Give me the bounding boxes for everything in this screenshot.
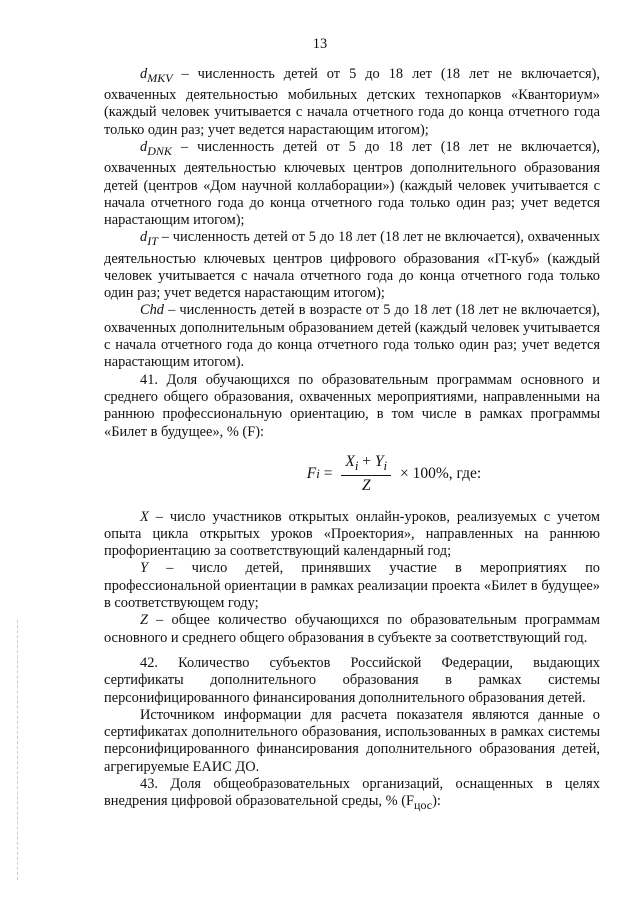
variable-text: – общее количество обучающихся по образовательным программам основного и среднего общего образования в субъекте за соответствующий год.: [104, 612, 600, 646]
definition-text: – численность детей от 5 до 18 лет (18 лет не включается), охваченных деятельностью ключевых центров дополнительного образования детей (центров «Дом научной коллаборации») (каждый человек учитывается с начала отчетного года до конца отчетного года только один раз; учет ведется нарастающим итогом);: [104, 139, 600, 229]
item-42-source: Источником информации для расчета показателя являются данные о сертификатах дополнительного образования, использованных в рамках системы персонифицированного финансирования дополнительного образования детей, агрегируемые ЕАИС ДО.: [104, 706, 600, 775]
symbol: d: [140, 139, 148, 156]
definition-chd: [104, 302, 600, 371]
symbol: Chd: [140, 302, 164, 319]
scan-margin-mark: [17, 620, 19, 880]
item-43-text: 43. Доля общеобразовательных организаций, оснащенных в целях внедрения цифровой образовательной среды, % (F: [104, 776, 600, 810]
definition-d-dnk: [104, 139, 600, 229]
numerator-y: Y: [374, 452, 384, 470]
definition-d-it: [104, 229, 600, 302]
variable-z: [104, 612, 600, 647]
item-43: [104, 776, 600, 814]
formula-equals: =: [319, 465, 337, 483]
formula-lhs: F: [306, 465, 317, 483]
definition-text: – численность детей от 5 до 18 лет (18 лет не включается), охваченных деятельностью ключевых центров цифрового образования «IT-куб» (каждый человек учитывается с начала отчетного года до конца отчетного года только один раз; учет ведется нарастающим итогом);: [104, 229, 600, 302]
numerator-plus: +: [358, 452, 375, 470]
symbol: d: [140, 66, 148, 82]
formula-f: [188, 453, 600, 495]
symbol-subscript: IT: [147, 234, 158, 249]
formula-fraction: [341, 453, 391, 495]
symbol-subscript: DNK: [147, 143, 172, 158]
numerator-x-sub: i: [354, 457, 359, 473]
variable-text: – число участников открытых онлайн-уроков, реализуемых с учетом опыта цикла открытых уроков «Проектория», направленных на раннюю профориентацию за соответствующий календарный год;: [104, 508, 600, 560]
symbol: X: [140, 508, 149, 525]
item-41: 41. Доля обучающихся по образовательным программам основного и среднего общего образования, охваченных мероприятиями, направленными на раннюю профессиональную ориентацию, в том числе в рамках программы «Билет в будущее», % (F):: [104, 371, 600, 440]
symbol: Y: [140, 560, 149, 577]
symbol: d: [140, 229, 148, 246]
variable-y: [104, 560, 600, 612]
page-content: [104, 63, 600, 814]
numerator-x: X: [345, 452, 355, 470]
page-number: 13: [312, 36, 328, 52]
definition-text: – численность детей в возрасте от 5 до 18 лет (18 лет не включается), охваченных дополнительным образованием детей (каждый человек учитывается с начала отчетного года до конца отчетного года только один раз; учет ведется нарастающим итогом).: [104, 302, 600, 371]
formula-denominator: Z: [361, 477, 371, 495]
definition-d-mkv: [104, 66, 600, 139]
definition-text: – численность детей от 5 до 18 лет (18 лет не включается), охваченных деятельностью мобильных детских технопарков «Кванториум» (каждый человек учитывается с начала отчетного года до конца отчетного года только один раз; учет ведется нарастающим итогом);: [104, 66, 600, 138]
formula-numerator: [341, 453, 391, 476]
item-43-tail: ):: [432, 793, 441, 810]
variable-x: [104, 509, 600, 561]
item-43-subscript: цос: [414, 798, 433, 813]
symbol: Z: [140, 612, 149, 629]
variable-text: – число детей, принявших участие в мероприятиях по профессиональной ориентации в рамках реализации проекта «Билет в будущее» в соответствующем году;: [104, 560, 600, 612]
formula-tail: × 100%, где:: [396, 465, 482, 483]
symbol-subscript: MKV: [147, 70, 173, 85]
formula-lhs-sub: i: [316, 466, 320, 482]
numerator-y-sub: i: [383, 457, 388, 473]
item-42: 42. Количество субъектов Российской Федерации, выдающих сертификаты дополнительного образования в рамках системы персонифицированного финансирования дополнительного образования детей.: [104, 654, 600, 706]
